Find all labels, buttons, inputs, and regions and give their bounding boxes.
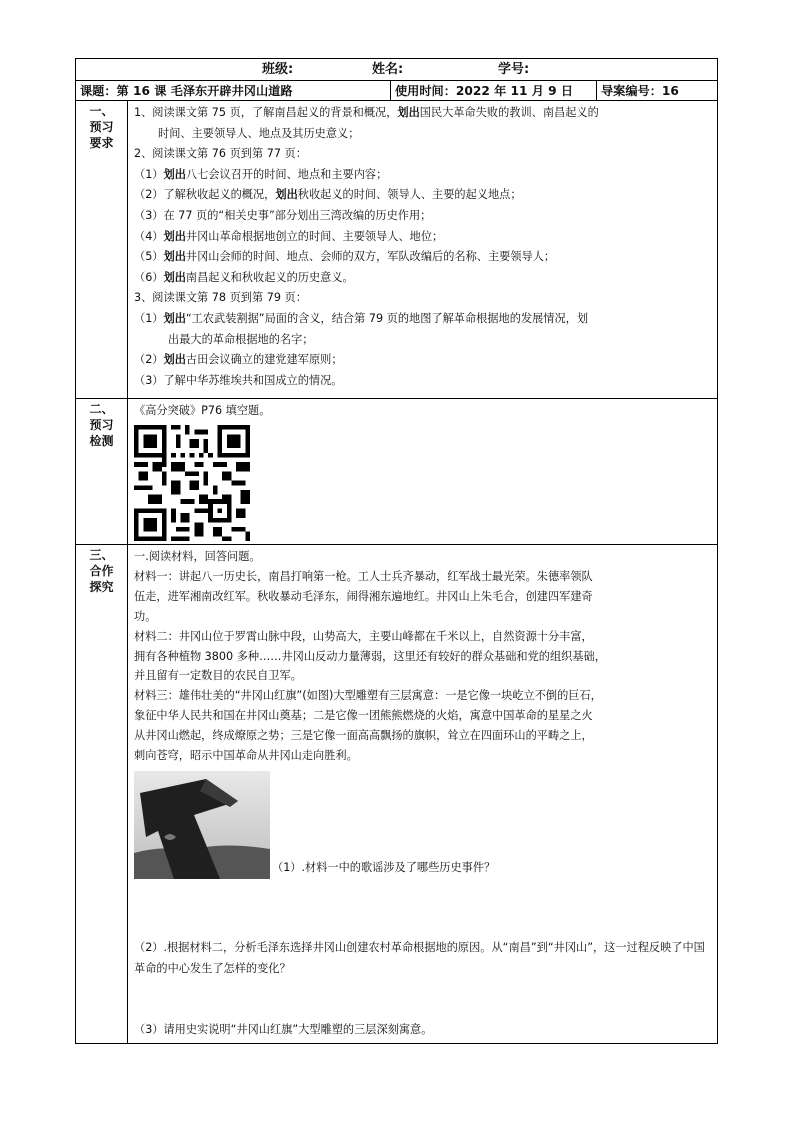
- req-line: （5）划出井冈山会师的时间、地点、会师的双方，军队改编后的名称、主要领导人；: [134, 250, 556, 264]
- req-line: （2）了解秋收起义的概况，划出秋收起义的时间、领导人、主要的起义地点；: [134, 188, 522, 202]
- cooperate-content: [128, 545, 717, 766]
- material-line: 材料一：讲起八一历史长，南昌打响第一枪。工人士兵齐暴动，红军战士最光荣。朱德率领队: [134, 569, 593, 583]
- class-label: 班级:: [262, 62, 294, 77]
- req-line: 1、阅读课文第 75 页，了解南昌起义的背景和概况，划出国民大革命失败的教训、南昌起义的: [134, 106, 599, 119]
- req-line: （3）了解中华苏维埃共和国成立的情况。: [134, 373, 343, 387]
- req-line: 2、阅读课文第 76 页到第 77 页：: [134, 147, 307, 161]
- cooperate-explore-row: [76, 545, 717, 1043]
- material-line: 并且留有一定数目的农民自卫军。: [134, 669, 302, 683]
- material-line: 伍走，进军湘南改红军。秋收暴动毛泽东，闹得湘东遍地红。井冈山上朱毛合，创建四军建奇: [134, 589, 593, 603]
- req-line: 时间、主要领导人、地点及其历史意义；: [158, 126, 360, 140]
- preview-requirements-row: [76, 101, 717, 399]
- req-line: （2）划出古田会议确立的建党建军原则；: [134, 353, 343, 367]
- req-line: （3）在 77 页的“相关史事”部分划出三湾改编的历史作用；: [134, 208, 432, 222]
- preview-requirements-content: [128, 101, 717, 391]
- req-line: （4）划出井冈山革命根据地创立的时间、主要领导人、地位；: [134, 229, 444, 243]
- req-line: （1）划出八七会议召开的时间、地点和主要内容；: [134, 167, 388, 181]
- question-1: （1）.材料一中的歌谣涉及了哪些历史事件？: [272, 861, 496, 874]
- question-2: （2）.根据材料二，分析毛泽东选择井冈山创建农村革命根据地的原因。从“南昌”到“井冈山”，这一过程反映了中国革命的中心发生了怎样的变化？: [134, 941, 705, 975]
- req-line: （1）划出“工农武装割据”局面的含义，结合第 79 页的地图了解革命根据地的发展情况，划: [134, 311, 589, 325]
- sculpture-photo: [134, 771, 270, 879]
- preview-check-row: [76, 399, 717, 545]
- exercise-intro: 一.阅读材料，回答问题。: [134, 550, 261, 563]
- date-cell: 使用时间：2022 年 11 月 9 日: [390, 81, 596, 100]
- worksheet-table: [75, 58, 718, 1044]
- preview-check-content: [128, 399, 717, 422]
- req-line: （6）划出南昌起义和秋收起义的历史意义。: [134, 270, 354, 284]
- name-label: 姓名:: [372, 62, 404, 77]
- question-3: （3）请用史实说明“井冈山红旗”大型雕塑的三层深刻寓意。: [134, 1023, 433, 1036]
- material-line: 象征中华人民共和国在井冈山奠基；二是它像一团熊熊燃烧的火焰，寓意中国革命的星星之火: [134, 709, 593, 723]
- material-line: 拥有各种植物 3800 多种……井冈山反动力量薄弱，这里还有较好的群众基础和党的组织基础，: [134, 649, 606, 663]
- req-line: 3、阅读课文第 78 页到第 79 页：: [134, 291, 307, 305]
- req-line: 出最大的革命根据地的名字；: [168, 332, 314, 346]
- lesson-info-row: [76, 81, 717, 101]
- student-info-row: [76, 59, 717, 81]
- code-cell: 导案编号：16: [596, 81, 719, 100]
- material-line: 功。: [134, 609, 157, 623]
- section-label: 二、 预习 检测: [76, 399, 128, 544]
- material-line: 材料三：雄伟壮美的“井冈山红旗”(如图)大型雕塑有三层寓意：一是它像一块屹立不倒的巨石，: [134, 689, 602, 703]
- material-line: 材料二：井冈山位于罗霄山脉中段，山势高大，主要山峰都在千米以上，自然资源十分丰富，: [134, 629, 593, 643]
- preview-check-text: 《高分突破》P76 填空题。: [134, 404, 271, 417]
- student-id-label: 学号:: [498, 62, 530, 77]
- material-line: 刺向苍穹，昭示中国革命从井冈山走向胜利。: [134, 749, 358, 763]
- material-line: 从井冈山燃起，终成燎原之势；三是它像一面高高飘扬的旗帜，耸立在四面环山的平畴之上，: [134, 729, 593, 743]
- qr-code-icon[interactable]: [134, 425, 250, 541]
- section-label: 一、 预习 要求: [76, 101, 128, 398]
- section-label: 三、 合作 探究: [76, 545, 128, 1043]
- topic-cell: 课题：第 16 课 毛泽东开辟井冈山道路: [80, 84, 293, 98]
